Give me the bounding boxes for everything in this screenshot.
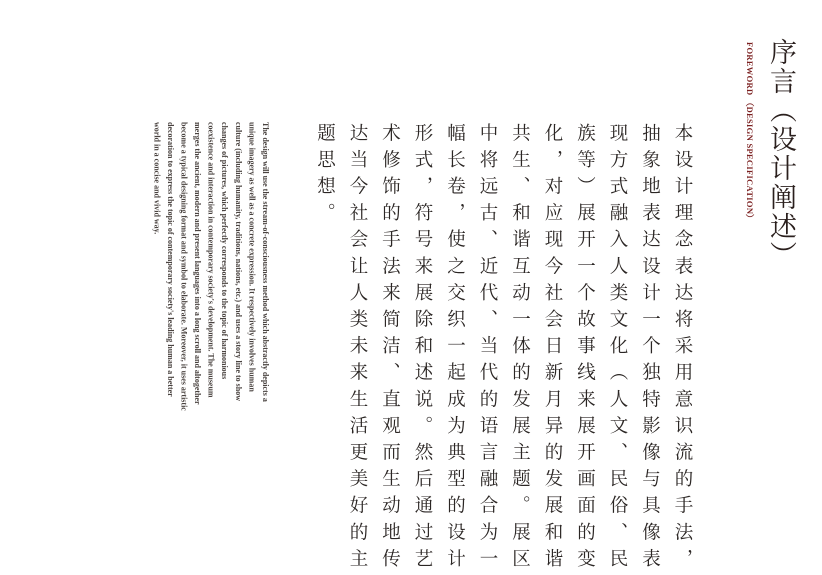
en-line: merges the ancient, modern and present languages into a long scroll and altogether — [193, 122, 203, 405]
en-line: unique imagery as well as a concrete expression. It respectively involves human — [247, 122, 257, 392]
zh-line: 形式，符号来展除和述说。然后通过艺 — [412, 123, 433, 575]
en-line: coexistence and interaction in contemporary society's development. The museum — [206, 122, 216, 398]
english-body-text — [150, 122, 272, 482]
zh-line: 本设计理念表达将采用意识流的手法， — [672, 123, 693, 575]
chinese-body-text — [308, 123, 698, 575]
zh-line: 共生、和谐互动一体的发展主题。展区 — [509, 123, 531, 575]
en-line: The design will use the stream-of-consciousness method which abstractly depicts a — [261, 122, 270, 402]
en-line: world in a concise and vivid way. — [152, 122, 162, 235]
page-title: 序言（设计阐述） — [765, 38, 796, 270]
zh-line: 族等）展开一个故事线来展开画面的变 — [574, 123, 596, 575]
en-line: decoration to express the topic of contemporary society's leading human a better — [165, 122, 175, 397]
en-line: changes of pictures, which perfectly corresponds to the topic of harmonious — [220, 122, 230, 380]
zh-line: 幅长卷，使之交织一起成为典型的设计 — [444, 123, 466, 575]
page-subtitle: FOREWORD （DESIGN SPECIFICATION） — [745, 42, 755, 224]
zh-line: 中将远古、近代、当代的语言融合为一 — [477, 123, 498, 575]
en-line: become a typical designing format and symbol to elaborate. Moreover, it uses artistic — [179, 122, 189, 411]
zh-line: 抽象地表达设计一个独特影像与具像表 — [639, 123, 661, 575]
zh-line: 术修饰的手法来简洁、直观而生动地传 — [379, 123, 401, 575]
zh-line: 化，对应现今社会日新月异的发展和谐 — [542, 123, 563, 575]
en-line: culture (including humanity, traditions, nations, etc.) and uses a story line to show — [233, 122, 243, 401]
zh-line: 题思想。 — [314, 123, 336, 230]
zh-line: 达当今社会让人类未来生活更美好的主 — [347, 123, 368, 575]
zh-line: 现方式融入人类文化（人文、民俗、民 — [607, 123, 628, 575]
